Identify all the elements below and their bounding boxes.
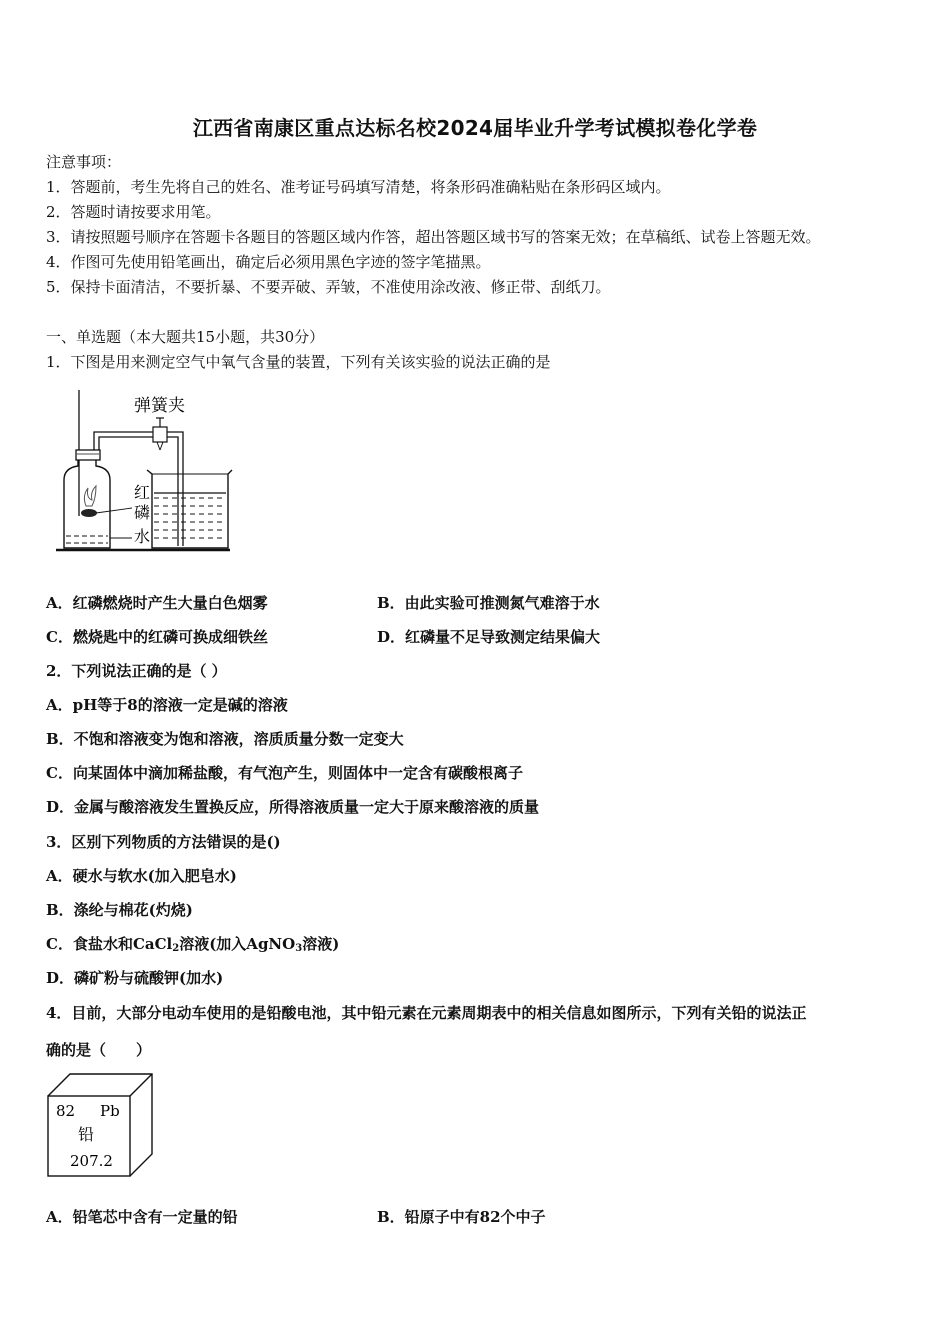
q2-option-c[interactable]: C．向某固体中滴加稀盐酸，有气泡产生，则固体中一定含有碳酸根离子 [46, 764, 523, 782]
label-red: 红 [134, 483, 151, 502]
element-symbol: Pb [100, 1102, 120, 1120]
q3-option-a[interactable]: A．硬水与软水(加入肥皂水) [46, 867, 237, 885]
q3-option-d[interactable]: D．磷矿粉与硫酸钾(加水) [46, 969, 224, 987]
q2-option-d[interactable]: D．金属与酸溶液发生置换反应，所得溶液质量一定大于原来酸溶液的质量 [46, 798, 540, 816]
q1-option-c[interactable]: C．燃烧匙中的红磷可换成细铁丝 [46, 628, 268, 646]
q3-c-sub-2: 3 [295, 943, 303, 954]
element-mass: 207.2 [70, 1152, 113, 1170]
q2-option-a[interactable]: A．pH等于8的溶液一定是碱的溶液 [46, 696, 288, 714]
q3-option-b[interactable]: B．涤纶与棉花(灼烧) [46, 901, 193, 919]
q1-option-d[interactable]: D．红磷量不足导致测定结果偏大 [377, 628, 601, 646]
q1-option-b[interactable]: B．由此实验可推测氮气难溶于水 [377, 594, 600, 612]
notice-item-2: 2．答题时请按要求用笔。 [46, 203, 221, 221]
q4-element-cell-figure [44, 1070, 160, 1180]
notice-item-4: 4．作图可先使用铅笔画出，确定后必须用黑色字迹的签字笔描黑。 [46, 253, 491, 271]
q3-c-text-1: C．食盐水和CaCl [46, 935, 173, 953]
label-clip: 弹簧夹 [134, 396, 185, 416]
q2-option-b[interactable]: B．不饱和溶液变为饱和溶液，溶质质量分数一定变大 [46, 730, 404, 748]
q3-option-c[interactable] [46, 934, 339, 959]
q4-option-b[interactable]: B．铅原子中有82个中子 [377, 1208, 546, 1226]
element-number: 82 [56, 1102, 76, 1120]
q4-stem-line-2: 确的是（ ） [46, 1041, 152, 1059]
section-heading: 一、单选题（本大题共15小题，共30分） [46, 328, 325, 346]
notice-item-5: 5．保持卡面清洁，不要折暴、不要弄破、弄皱，不准使用涂改液、修正带、刮纸刀。 [46, 278, 611, 296]
q1-apparatus-figure [52, 388, 237, 556]
q4-stem-line-1: 4．目前，大部分电动车使用的是铅酸电池，其中铅元素在元素周期表中的相关信息如图所示，下列有关铅的说法正 [46, 1004, 807, 1022]
notice-item-1: 1．答题前，考生先将自己的姓名、准考证号码填写清楚，将条形码准确粘贴在条形码区域内。 [46, 178, 671, 196]
notice-item-3: 3．请按照题号顺序在答题卡各题目的答题区域内作答，超出答题区域书写的答案无效；在草稿纸、试卷上答题无效。 [46, 228, 821, 246]
element-name: 铅 [78, 1125, 95, 1144]
q1-stem: 1．下图是用来测定空气中氧气含量的装置，下列有关该实验的说法正确的是 [46, 353, 551, 371]
q3-c-text-3: 溶液) [302, 935, 340, 953]
q4-option-a[interactable]: A．铅笔芯中含有一定量的铅 [46, 1208, 238, 1226]
label-phosphorus: 磷 [134, 503, 151, 522]
q3-c-sub-1: 2 [172, 943, 180, 954]
q3-stem: 3．区别下列物质的方法错误的是() [46, 833, 281, 851]
label-water: 水 [134, 527, 151, 546]
q1-option-a[interactable]: A．红磷燃烧时产生大量白色烟雾 [46, 594, 268, 612]
notice-heading: 注意事项： [46, 153, 122, 171]
q2-stem: 2．下列说法正确的是（ ） [46, 662, 227, 680]
exam-title: 江西省南康区重点达标名校2024届毕业升学考试模拟卷化学卷 [192, 116, 758, 140]
q3-c-text-2: 溶液(加入AgNO [179, 935, 296, 953]
